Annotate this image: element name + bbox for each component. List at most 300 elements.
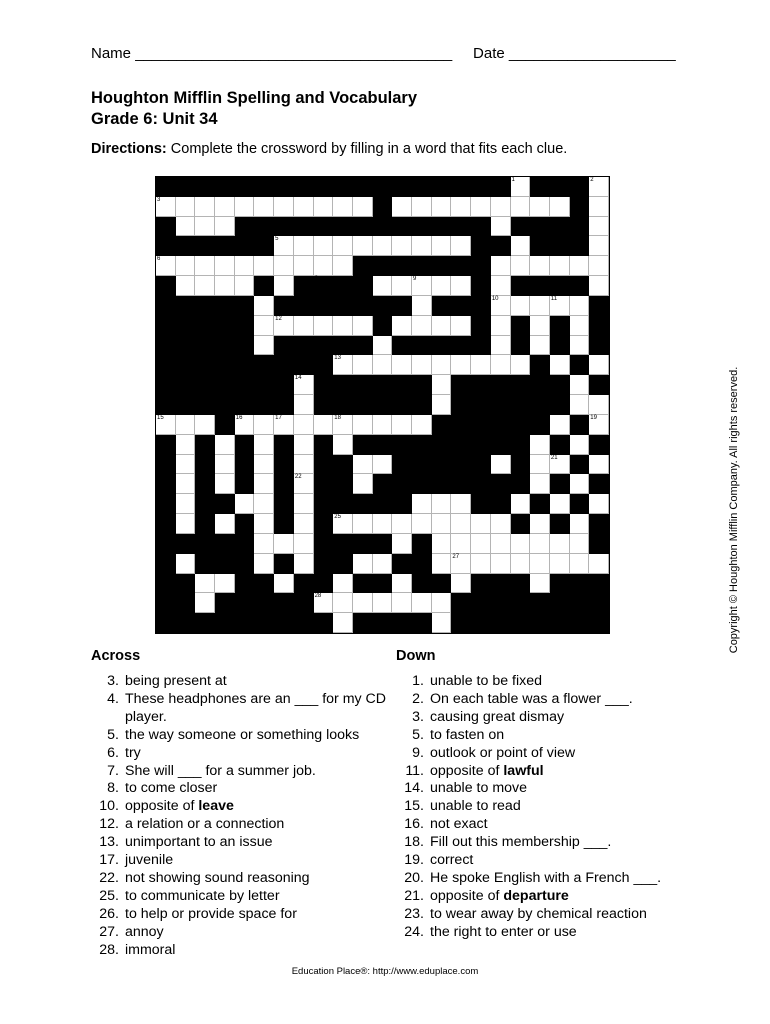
crossword-cell[interactable]	[530, 474, 550, 494]
crossword-cell[interactable]	[294, 514, 314, 534]
crossword-block	[156, 336, 176, 356]
crossword-cell[interactable]	[511, 554, 531, 574]
crossword-block	[471, 574, 491, 594]
crossword-cell[interactable]	[511, 534, 531, 554]
clue-number: 14	[294, 375, 302, 382]
clue-emphasis: departure	[503, 887, 569, 904]
down-clue	[396, 852, 696, 870]
crossword-cell[interactable]	[373, 415, 393, 435]
crossword-cell[interactable]	[215, 276, 235, 296]
crossword-cell[interactable]	[432, 197, 452, 217]
crossword-cell[interactable]	[550, 256, 570, 276]
crossword-cell[interactable]	[432, 593, 452, 613]
crossword-cell[interactable]	[432, 375, 452, 395]
crossword-cell[interactable]	[235, 494, 255, 514]
crossword-cell[interactable]	[254, 494, 274, 514]
crossword-cell[interactable]	[530, 296, 550, 316]
down-clue	[396, 834, 696, 852]
crossword-block	[254, 276, 274, 296]
crossword-cell[interactable]	[294, 554, 314, 574]
crossword-cell[interactable]	[215, 574, 235, 594]
crossword-cell[interactable]	[530, 455, 550, 475]
crossword-cell[interactable]	[471, 355, 491, 375]
crossword-block	[254, 613, 274, 633]
clue-number: 24.	[404, 923, 424, 940]
crossword-block	[550, 474, 570, 494]
crossword-cell[interactable]	[274, 236, 294, 256]
crossword-cell[interactable]	[274, 534, 294, 554]
name-blank[interactable]: ______________________________________	[135, 45, 453, 62]
crossword-block	[314, 336, 334, 356]
crossword-cell[interactable]	[176, 494, 196, 514]
crossword-cell[interactable]	[294, 316, 314, 336]
crossword-cell[interactable]	[373, 236, 393, 256]
crossword-cell[interactable]	[254, 474, 274, 494]
crossword-block	[254, 574, 274, 594]
crossword-cell[interactable]	[530, 435, 550, 455]
crossword-block	[195, 554, 215, 574]
crossword-block	[156, 534, 176, 554]
crossword-cell[interactable]	[294, 236, 314, 256]
clue-text: On each table was a flower ___.	[430, 690, 633, 707]
clue-number: 18.	[404, 834, 424, 851]
crossword-cell[interactable]	[471, 534, 491, 554]
crossword-cell[interactable]	[491, 197, 511, 217]
crossword-cell[interactable]	[491, 455, 511, 475]
crossword-cell[interactable]	[412, 296, 432, 316]
crossword-cell[interactable]	[373, 455, 393, 475]
crossword-block	[471, 435, 491, 455]
crossword-cell[interactable]	[530, 574, 550, 594]
crossword-cell[interactable]	[254, 534, 274, 554]
crossword-block	[570, 593, 590, 613]
crossword-cell[interactable]	[254, 336, 274, 356]
crossword-cell[interactable]	[333, 355, 353, 375]
crossword-cell[interactable]	[392, 593, 412, 613]
crossword-cell[interactable]	[589, 395, 609, 415]
crossword-cell[interactable]	[254, 256, 274, 276]
crossword-cell[interactable]	[176, 276, 196, 296]
crossword-cell[interactable]	[589, 455, 609, 475]
crossword-cell[interactable]	[491, 336, 511, 356]
crossword-block	[530, 177, 550, 197]
crossword-cell[interactable]	[176, 435, 196, 455]
crossword-block	[156, 316, 176, 336]
crossword-cell[interactable]	[215, 256, 235, 276]
crossword-cell[interactable]	[550, 554, 570, 574]
crossword-block	[333, 534, 353, 554]
crossword-block	[235, 217, 255, 237]
crossword-cell[interactable]	[471, 197, 491, 217]
crossword-cell[interactable]	[353, 593, 373, 613]
crossword-cell[interactable]	[511, 296, 531, 316]
crossword-cell[interactable]	[550, 197, 570, 217]
crossword-block	[373, 197, 393, 217]
crossword-cell[interactable]	[550, 494, 570, 514]
crossword-cell[interactable]	[235, 276, 255, 296]
crossword-cell[interactable]	[392, 415, 412, 435]
crossword-cell[interactable]	[353, 474, 373, 494]
crossword-cell[interactable]	[274, 256, 294, 276]
down-clue	[396, 798, 696, 816]
crossword-cell[interactable]	[235, 256, 255, 276]
crossword-cell[interactable]	[570, 296, 590, 316]
across-clue-list	[91, 673, 391, 960]
crossword-block	[353, 395, 373, 415]
crossword-cell[interactable]	[451, 236, 471, 256]
crossword-cell[interactable]	[254, 455, 274, 475]
crossword-block	[274, 613, 294, 633]
clue-text: juvenile	[125, 852, 174, 869]
crossword-cell[interactable]	[274, 276, 294, 296]
crossword-cell[interactable]	[353, 197, 373, 217]
date-blank[interactable]: ____________________	[508, 45, 676, 62]
clue-text: to fasten on	[430, 726, 505, 743]
crossword-cell[interactable]	[392, 574, 412, 594]
crossword-cell[interactable]	[530, 514, 550, 534]
crossword-cell[interactable]	[511, 177, 531, 197]
crossword-cell[interactable]	[294, 197, 314, 217]
crossword-block	[471, 256, 491, 276]
crossword-cell[interactable]	[156, 256, 176, 276]
crossword-cell[interactable]	[294, 494, 314, 514]
crossword-cell[interactable]	[333, 236, 353, 256]
crossword-block	[373, 435, 393, 455]
crossword-block	[373, 395, 393, 415]
crossword-cell[interactable]	[570, 336, 590, 356]
crossword-block	[471, 593, 491, 613]
crossword-cell[interactable]	[333, 613, 353, 633]
crossword-cell[interactable]	[156, 197, 176, 217]
crossword-block	[353, 494, 373, 514]
crossword-cell[interactable]	[570, 256, 590, 276]
crossword-cell[interactable]	[589, 197, 609, 217]
crossword-cell[interactable]	[195, 276, 215, 296]
crossword-cell[interactable]	[570, 375, 590, 395]
crossword-cell[interactable]	[176, 217, 196, 237]
crossword-cell[interactable]	[570, 435, 590, 455]
crossword-cell[interactable]	[432, 316, 452, 336]
crossword-cell[interactable]	[451, 554, 471, 574]
crossword-cell[interactable]	[294, 395, 314, 415]
crossword-cell[interactable]	[412, 197, 432, 217]
crossword-cell[interactable]	[491, 554, 511, 574]
crossword-block	[176, 613, 196, 633]
crossword-cell[interactable]	[392, 316, 412, 336]
crossword-cell[interactable]	[235, 197, 255, 217]
crossword-cell[interactable]	[176, 514, 196, 534]
crossword-block	[195, 514, 215, 534]
crossword-cell[interactable]	[451, 514, 471, 534]
crossword-cell[interactable]	[451, 494, 471, 514]
crossword-cell[interactable]	[570, 514, 590, 534]
crossword-block	[373, 375, 393, 395]
crossword-cell[interactable]	[176, 474, 196, 494]
crossword-cell[interactable]	[550, 355, 570, 375]
crossword-cell[interactable]	[570, 395, 590, 415]
crossword-cell[interactable]	[511, 197, 531, 217]
crossword-block	[353, 574, 373, 594]
crossword-cell[interactable]	[215, 435, 235, 455]
crossword-cell[interactable]	[392, 355, 412, 375]
crossword-cell[interactable]	[432, 554, 452, 574]
crossword-cell[interactable]	[294, 435, 314, 455]
crossword-cell[interactable]	[511, 236, 531, 256]
clue-text: opposite of lawful	[430, 762, 544, 779]
crossword-cell[interactable]	[432, 514, 452, 534]
crossword-cell[interactable]	[373, 593, 393, 613]
crossword-cell[interactable]	[550, 296, 570, 316]
crossword-cell[interactable]	[314, 256, 334, 276]
crossword-cell[interactable]	[353, 355, 373, 375]
crossword-cell[interactable]	[550, 534, 570, 554]
crossword-cell[interactable]	[294, 534, 314, 554]
clue-text: unable to be fixed	[430, 673, 543, 689]
crossword-block	[333, 375, 353, 395]
crossword-cell[interactable]	[333, 435, 353, 455]
crossword-cell[interactable]	[294, 455, 314, 475]
crossword-cell[interactable]	[530, 336, 550, 356]
crossword-cell[interactable]	[530, 534, 550, 554]
crossword-cell[interactable]	[570, 534, 590, 554]
crossword-block	[570, 574, 590, 594]
crossword-block	[314, 355, 334, 375]
crossword-cell[interactable]	[373, 276, 393, 296]
crossword-cell[interactable]	[215, 197, 235, 217]
crossword-cell[interactable]	[491, 316, 511, 336]
crossword-cell[interactable]	[589, 217, 609, 237]
across-clue	[91, 745, 391, 763]
crossword-block	[491, 435, 511, 455]
crossword-cell[interactable]	[176, 256, 196, 276]
crossword-cell[interactable]	[432, 395, 452, 415]
crossword-cell[interactable]	[471, 554, 491, 574]
crossword-cell[interactable]	[373, 514, 393, 534]
crossword-cell[interactable]	[511, 355, 531, 375]
clue-text: to wear away by chemical reaction	[430, 905, 647, 922]
crossword-cell[interactable]	[333, 574, 353, 594]
crossword-cell[interactable]	[333, 593, 353, 613]
crossword-block	[274, 375, 294, 395]
crossword-block	[511, 395, 531, 415]
crossword-block	[511, 613, 531, 633]
crossword-block	[156, 355, 176, 375]
crossword-cell[interactable]	[432, 236, 452, 256]
crossword-cell[interactable]	[314, 316, 334, 336]
clue-number: 19	[590, 414, 597, 421]
crossword-cell[interactable]	[530, 197, 550, 217]
crossword-cell[interactable]	[570, 554, 590, 574]
crossword-cell[interactable]	[353, 236, 373, 256]
crossword-cell[interactable]	[333, 256, 353, 276]
crossword-cell[interactable]	[195, 217, 215, 237]
crossword-cell[interactable]	[412, 316, 432, 336]
crossword-cell[interactable]	[314, 236, 334, 256]
crossword-cell[interactable]	[530, 554, 550, 574]
crossword-cell[interactable]	[333, 514, 353, 534]
crossword-cell[interactable]	[333, 415, 353, 435]
crossword-cell[interactable]	[570, 474, 590, 494]
crossword-cell[interactable]	[254, 296, 274, 316]
crossword-block	[373, 256, 393, 276]
crossword-cell[interactable]	[254, 435, 274, 455]
crossword-block	[353, 177, 373, 197]
down-clue	[396, 780, 696, 798]
crossword-block	[589, 613, 609, 633]
crossword-cell[interactable]	[432, 494, 452, 514]
crossword-cell[interactable]	[530, 256, 550, 276]
crossword-cell[interactable]	[294, 474, 314, 494]
crossword-block	[254, 236, 274, 256]
crossword-cell[interactable]	[451, 574, 471, 594]
crossword-cell[interactable]	[235, 415, 255, 435]
crossword-cell[interactable]	[432, 355, 452, 375]
crossword-cell[interactable]	[530, 316, 550, 336]
crossword-cell[interactable]	[215, 217, 235, 237]
crossword-cell[interactable]	[176, 455, 196, 475]
crossword-cell[interactable]	[570, 316, 590, 336]
crossword-block	[412, 336, 432, 356]
crossword-cell[interactable]	[392, 514, 412, 534]
crossword-cell[interactable]	[412, 593, 432, 613]
crossword-block	[274, 336, 294, 356]
crossword-cell[interactable]	[314, 197, 334, 217]
crossword-cell[interactable]	[314, 415, 334, 435]
crossword-cell[interactable]	[589, 355, 609, 375]
crossword-cell[interactable]	[333, 197, 353, 217]
crossword-cell[interactable]	[589, 415, 609, 435]
crossword-cell[interactable]	[274, 316, 294, 336]
crossword-cell[interactable]	[491, 296, 511, 316]
crossword-block	[215, 593, 235, 613]
crossword-cell[interactable]	[432, 534, 452, 554]
crossword-cell[interactable]	[373, 336, 393, 356]
crossword-cell[interactable]	[373, 554, 393, 574]
crossword-cell[interactable]	[550, 455, 570, 475]
crossword-block	[432, 256, 452, 276]
crossword-cell[interactable]	[589, 554, 609, 574]
crossword-cell[interactable]	[589, 177, 609, 197]
crossword-grid	[155, 176, 610, 634]
crossword-cell[interactable]	[254, 514, 274, 534]
crossword-cell[interactable]	[353, 415, 373, 435]
crossword-cell[interactable]	[511, 256, 531, 276]
clue-emphasis: lawful	[503, 762, 544, 779]
crossword-cell[interactable]	[195, 593, 215, 613]
crossword-cell[interactable]	[392, 276, 412, 296]
crossword-cell[interactable]	[176, 197, 196, 217]
crossword-cell[interactable]	[195, 256, 215, 276]
crossword-cell[interactable]	[254, 415, 274, 435]
crossword-cell[interactable]	[215, 474, 235, 494]
crossword-cell[interactable]	[412, 415, 432, 435]
crossword-block	[511, 217, 531, 237]
crossword-cell[interactable]	[294, 256, 314, 276]
crossword-block	[392, 494, 412, 514]
crossword-cell[interactable]	[254, 197, 274, 217]
crossword-cell[interactable]	[373, 355, 393, 375]
crossword-cell[interactable]	[491, 355, 511, 375]
crossword-cell[interactable]	[254, 554, 274, 574]
crossword-cell[interactable]	[333, 316, 353, 336]
crossword-cell[interactable]	[195, 574, 215, 594]
crossword-cell[interactable]	[589, 276, 609, 296]
crossword-cell[interactable]	[412, 355, 432, 375]
crossword-cell[interactable]	[353, 554, 373, 574]
crossword-cell[interactable]	[589, 494, 609, 514]
crossword-cell[interactable]	[451, 355, 471, 375]
crossword-cell[interactable]	[432, 276, 452, 296]
crossword-block	[412, 177, 432, 197]
crossword-cell[interactable]	[156, 415, 176, 435]
crossword-cell[interactable]	[392, 197, 412, 217]
crossword-cell[interactable]	[274, 574, 294, 594]
crossword-cell[interactable]	[491, 514, 511, 534]
crossword-cell[interactable]	[274, 415, 294, 435]
crossword-cell[interactable]	[392, 534, 412, 554]
crossword-block	[589, 435, 609, 455]
crossword-cell[interactable]	[412, 514, 432, 534]
crossword-cell[interactable]	[314, 593, 334, 613]
crossword-cell[interactable]	[491, 256, 511, 276]
crossword-cell[interactable]	[432, 613, 452, 633]
crossword-block	[373, 177, 393, 197]
crossword-cell[interactable]	[451, 534, 471, 554]
crossword-block	[353, 534, 373, 554]
crossword-cell[interactable]	[353, 455, 373, 475]
crossword-block	[274, 296, 294, 316]
crossword-cell[interactable]	[392, 236, 412, 256]
crossword-cell[interactable]	[195, 197, 215, 217]
clue-number: 3	[157, 196, 161, 203]
crossword-block	[235, 395, 255, 415]
crossword-cell[interactable]	[176, 554, 196, 574]
crossword-cell[interactable]	[274, 197, 294, 217]
crossword-cell[interactable]	[451, 316, 471, 336]
crossword-block	[589, 593, 609, 613]
crossword-block	[353, 435, 373, 455]
clue-text: Fill out this membership ___.	[430, 834, 612, 851]
crossword-cell[interactable]	[294, 415, 314, 435]
crossword-cell[interactable]	[353, 514, 373, 534]
crossword-block	[412, 217, 432, 237]
crossword-cell[interactable]	[451, 197, 471, 217]
crossword-cell[interactable]	[491, 534, 511, 554]
across-clue	[91, 942, 391, 960]
crossword-cell[interactable]	[589, 236, 609, 256]
crossword-cell[interactable]	[451, 276, 471, 296]
crossword-cell[interactable]	[353, 316, 373, 336]
crossword-cell[interactable]	[550, 415, 570, 435]
crossword-cell[interactable]	[215, 455, 235, 475]
crossword-cell[interactable]	[176, 415, 196, 435]
crossword-cell[interactable]	[491, 276, 511, 296]
crossword-block	[471, 276, 491, 296]
crossword-cell[interactable]	[589, 256, 609, 276]
crossword-cell[interactable]	[412, 276, 432, 296]
crossword-block	[333, 276, 353, 296]
crossword-cell[interactable]	[412, 236, 432, 256]
crossword-cell[interactable]	[195, 415, 215, 435]
crossword-cell[interactable]	[254, 316, 274, 336]
crossword-cell[interactable]	[215, 514, 235, 534]
crossword-cell[interactable]	[294, 375, 314, 395]
clue-number: 27.	[99, 923, 119, 940]
crossword-cell[interactable]	[412, 494, 432, 514]
crossword-cell[interactable]	[471, 514, 491, 534]
crossword-cell[interactable]	[491, 217, 511, 237]
crossword-cell[interactable]	[511, 494, 531, 514]
